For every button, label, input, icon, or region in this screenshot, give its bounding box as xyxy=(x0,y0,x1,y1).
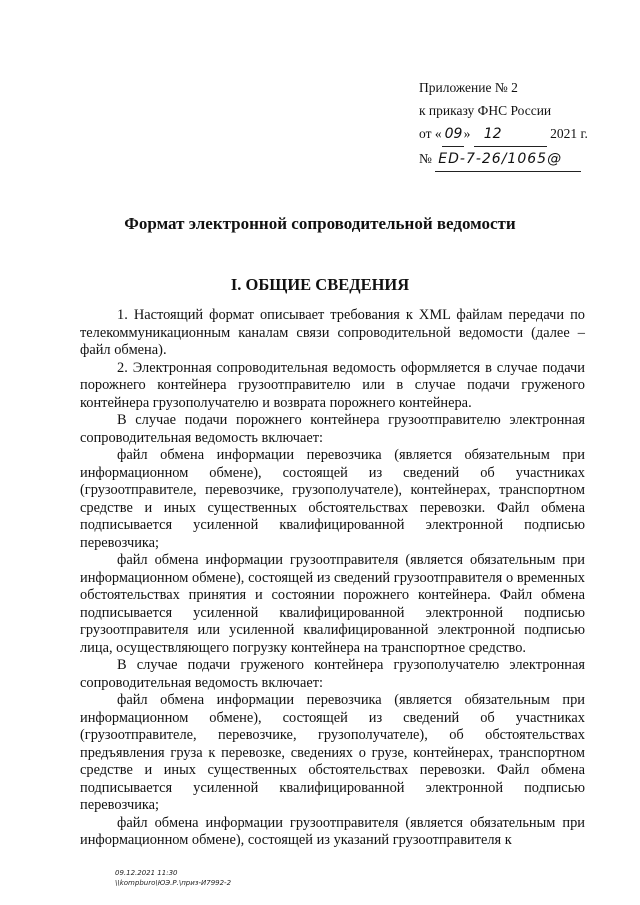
order-date xyxy=(419,122,588,147)
paragraph: 1. Настоящий формат описывает требования к XML файлам передачи по телекоммуникационным каналам связи сопроводительной ведомости (далее – файл обмена). xyxy=(80,307,585,358)
footer-timestamp: 09.12.2021 11:30 xyxy=(115,869,178,877)
document-body xyxy=(80,307,585,850)
date-month: 12 xyxy=(474,123,547,147)
document-title: Формат электронной сопроводительной ведомости xyxy=(124,214,516,233)
paragraph: файл обмена информации грузоотправителя (является обязательным при информационном обмене), состоящей из указаний грузоотправителя к xyxy=(80,814,585,848)
section-title: I. ОБЩИЕ СВЕДЕНИЯ xyxy=(230,275,410,294)
paragraph: файл обмена информации грузоотправителя (является обязательным при информационном обмене), состоящей из сведений грузоотправителя о временных обстоятельствах принятия и состоянии порожнего контейнера. Файл обмена подписывается усиленной квалифицированной электронной подписью грузоотправителя или усиленной квалифицированной электронной подписью лица, осуществляющего погрузку контейнера на транспортное средство. xyxy=(80,552,585,656)
date-day: 09 xyxy=(442,123,464,147)
paragraph: В случае подачи порожнего контейнера грузоотправителю электронная сопроводительная ведомость включает: xyxy=(80,412,585,446)
footer-file-path: \\kompburo\ЮЭ.Р.\приз-И7992-2 xyxy=(115,879,232,887)
order-number-value: ED-7-26/1065@ xyxy=(435,148,581,172)
paragraph: 2. Электронная сопроводительная ведомость оформляется в случае подачи порожнего контейнера грузоотправителю или в случае подачи груженого контейнера грузополучателю и возврата порожнего контейнера. xyxy=(80,359,585,411)
paragraph: файл обмена информации перевозчика (является обязательным при информационном обмене), состоящей из сведений об участниках (грузоотправителе, перевозчике, грузополучателе), об обстоятельствах предъявления груза к перевозке, сведениях о грузе, контейнерах, транспортном средстве и иных существенных обстоятельствах перевозки. Файл обмена подписывается усиленной квалифицированной электронной подписью перевозчика; xyxy=(80,692,585,813)
date-year: 2021 г. xyxy=(550,126,588,141)
paragraph: В случае подачи груженого контейнера грузополучателю электронная сопроводительная ведомость включает: xyxy=(80,657,585,691)
order-number xyxy=(419,147,588,172)
date-prefix: от « xyxy=(419,126,442,141)
number-prefix: № xyxy=(419,151,432,166)
appendix-header xyxy=(419,76,588,172)
paragraph: файл обмена информации перевозчика (является обязательным при информационном обмене), состоящей из сведений об участниках (грузоотправителе, перевозчике, грузополучателе), контейнерах, транспортном средстве и иных существенных обстоятельствах перевозки. Файл обмена подписывается усиленной квалифицированной электронной подписью перевозчика; xyxy=(80,447,585,551)
file-footer xyxy=(115,868,231,888)
appendix-number: Приложение № 2 xyxy=(419,80,518,95)
order-reference: к приказу ФНС России xyxy=(419,103,552,118)
date-mid: » xyxy=(463,126,471,141)
